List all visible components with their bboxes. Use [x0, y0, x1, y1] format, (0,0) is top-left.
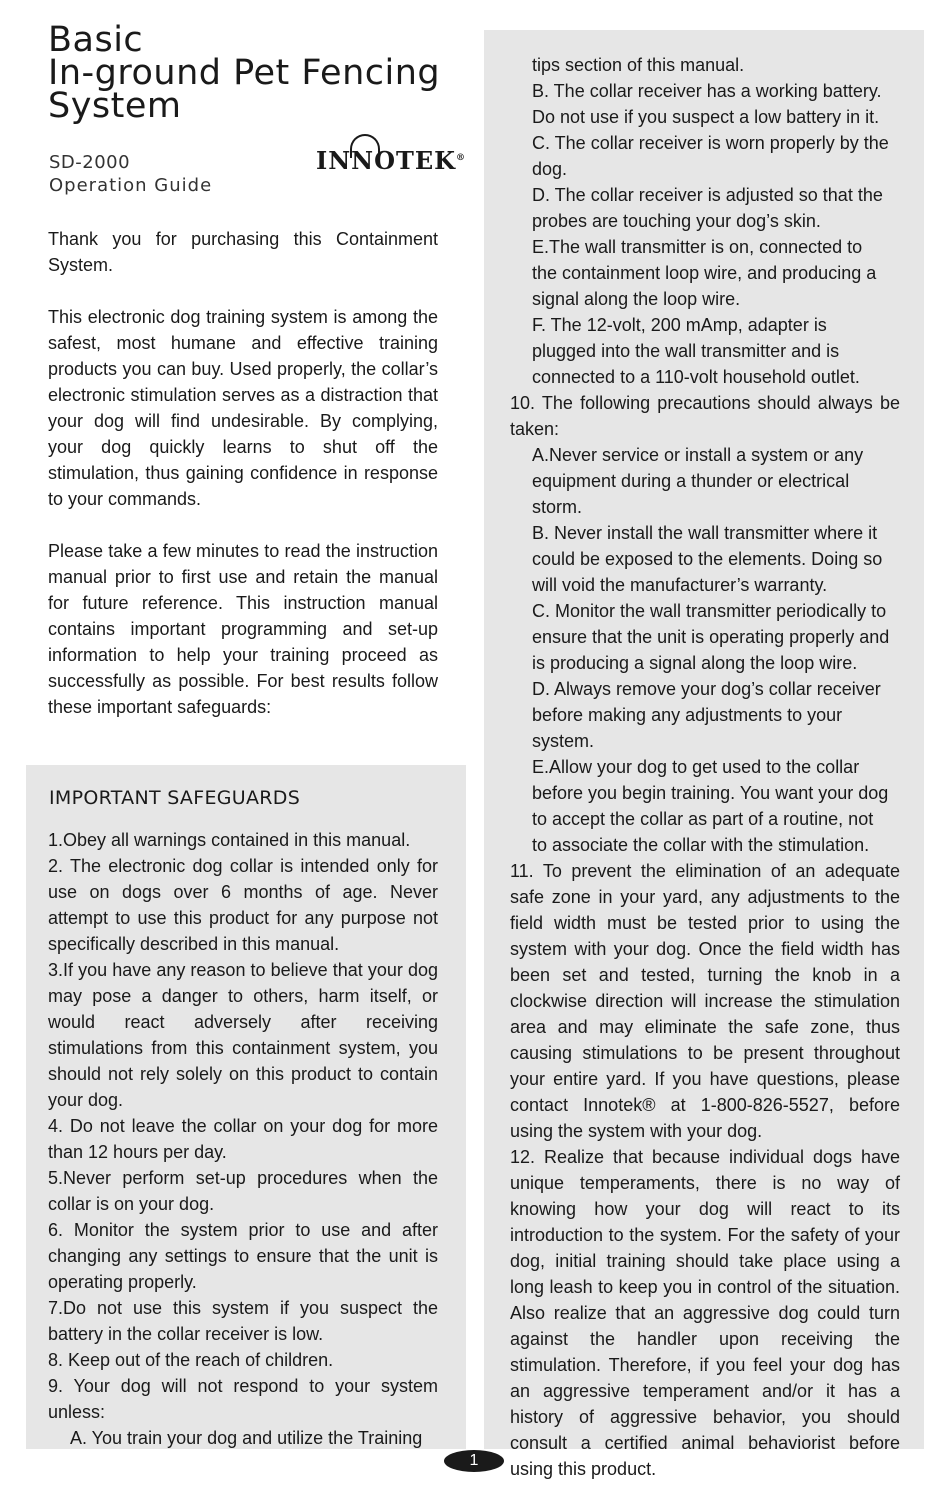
safeguard-item-9a-cont: tips section of this manual.	[532, 55, 745, 75]
page-number: 1	[444, 1450, 504, 1472]
safeguard-item-4: 4. Do not leave the collar on your dog for more than 12 hours per day.	[48, 1116, 438, 1162]
intro-paragraph-1: Thank you for purchasing this Containment System.	[48, 229, 438, 275]
safeguard-item-10b: B. Never install the wall transmitter where it could be exposed to the elements. Doing so will void the manufacturer’s warranty.	[532, 523, 883, 595]
safeguard-item-7: 7.Do not use this system if you suspect the battery in the collar receiver is low.	[48, 1298, 438, 1344]
safeguard-item-9f: F. The 12-volt, 200 mAmp, adapter is plugged into the wall transmitter and is connected to a 110-volt household outlet.	[532, 315, 860, 387]
safeguard-item-6: 6. Monitor the system prior to use and after changing any settings to ensure that the unit is operating properly.	[48, 1220, 438, 1292]
safeguard-item-11: 11. To prevent the elimination of an adequate safe zone in your yard, any adjustments to the field width must be tested prior to using the system with your dog. Once the field width has been set and tested, turning the knob in a clockwise direction will increase the stimulation area and may eliminate the safe zone, thus causing stimulations to be present throughout your entire yard. If you have questions, please contact Innotek® at 1-800-826-5527, before using the system with your dog.	[510, 861, 900, 1141]
safeguard-item-10a: A.Never service or install a system or any equipment during a thunder or electrical storm.	[532, 445, 864, 517]
safeguard-item-9d: D. The collar receiver is adjusted so that the probes are touching your dog’s skin.	[532, 185, 883, 231]
logo-text: INNOTEK	[316, 146, 457, 175]
safeguards-left-column	[48, 827, 438, 1451]
safeguards-heading: IMPORTANT SAFEGUARDS	[49, 787, 301, 809]
safeguards-right-column	[510, 52, 900, 1482]
safeguard-item-10c: C. Monitor the wall transmitter periodically to ensure that the unit is operating properly and is producing a signal along the loop wire.	[532, 601, 890, 673]
safeguard-item-3: 3.If you have any reason to believe that your dog may pose a danger to others, harm itself, or would react adversely after receiving stimulations from this containment system, you should not rely solely on this product to contain your dog.	[48, 960, 438, 1110]
intro-paragraph-3: Please take a few minutes to read the instruction manual prior to first use and retain the manual for future reference. This instruction manual contains important programming and set-up information to help your training proceed as successfully as possible. For best results follow these important safeguards:	[48, 541, 438, 717]
guide-subtitle: Operation Guide	[49, 175, 213, 196]
safeguard-item-2: 2. The electronic dog collar is intended only for use on dogs over 6 months of age. Never attempt to use this product for any purpose not specifically described in this manual.	[48, 856, 438, 954]
intro-paragraph-2: This electronic dog training system is among the safest, most humane and effective training products you can buy. Used properly, the collar’s electronic stimulation serves as a distraction that your dog will find undesirable. By complying, your dog quickly learns to shut off the stimulation, thus gaining confidence in response to your commands.	[48, 307, 438, 509]
safeguard-item-10d: D. Always remove your dog’s collar receiver before making any adjustments to your system.	[532, 679, 881, 751]
intro-section	[48, 226, 438, 746]
title-line-1: Basic	[48, 20, 144, 60]
safeguard-item-10e: E.Allow your dog to get used to the collar before you begin training. You want your dog to accept the collar as part of a routine, not to associate the collar with the stimulation.	[532, 757, 889, 855]
safeguard-item-12: 12. Realize that because individual dogs have unique temperaments, there is no way of knowing how your dog will react to its introduction to the system. For the safety of your dog, initial training should take place using a long leash to keep you in control of the situation. Also realize that an aggressive dog could turn against the handler upon receiving the stimulation. Therefore, if you feel your dog has an aggressive temperament and/or it has a history of aggressive behavior, you should consult a certified animal behaviorist before using this product.	[510, 1147, 900, 1479]
innotek-logo	[316, 146, 466, 175]
title-line-3: System	[48, 86, 182, 126]
title-line-2: In-ground Pet Fencing	[48, 53, 441, 93]
document-title	[48, 20, 468, 126]
safeguard-item-9a: A. You train your dog and utilize the Training	[70, 1428, 423, 1448]
logo-registered-mark: ®	[456, 153, 467, 163]
safeguard-item-5: 5.Never perform set-up procedures when the collar is on your dog.	[48, 1168, 438, 1214]
safeguard-item-9c: C. The collar receiver is worn properly by the dog.	[532, 133, 889, 179]
safeguard-item-8: 8. Keep out of the reach of children.	[48, 1350, 334, 1370]
safeguard-item-10: 10. The following precautions should always be taken:	[510, 393, 900, 439]
safeguard-item-9: 9. Your dog will not respond to your system unless:	[48, 1376, 438, 1422]
safeguard-item-1: 1.Obey all warnings contained in this manual.	[48, 830, 411, 850]
model-number: SD-2000	[49, 152, 131, 173]
safeguard-item-9b: B. The collar receiver has a working battery. Do not use if you suspect a low battery in it.	[532, 81, 882, 127]
safeguard-item-9e: E.The wall transmitter is on, connected to the containment loop wire, and producing a signal along the loop wire.	[532, 237, 877, 309]
